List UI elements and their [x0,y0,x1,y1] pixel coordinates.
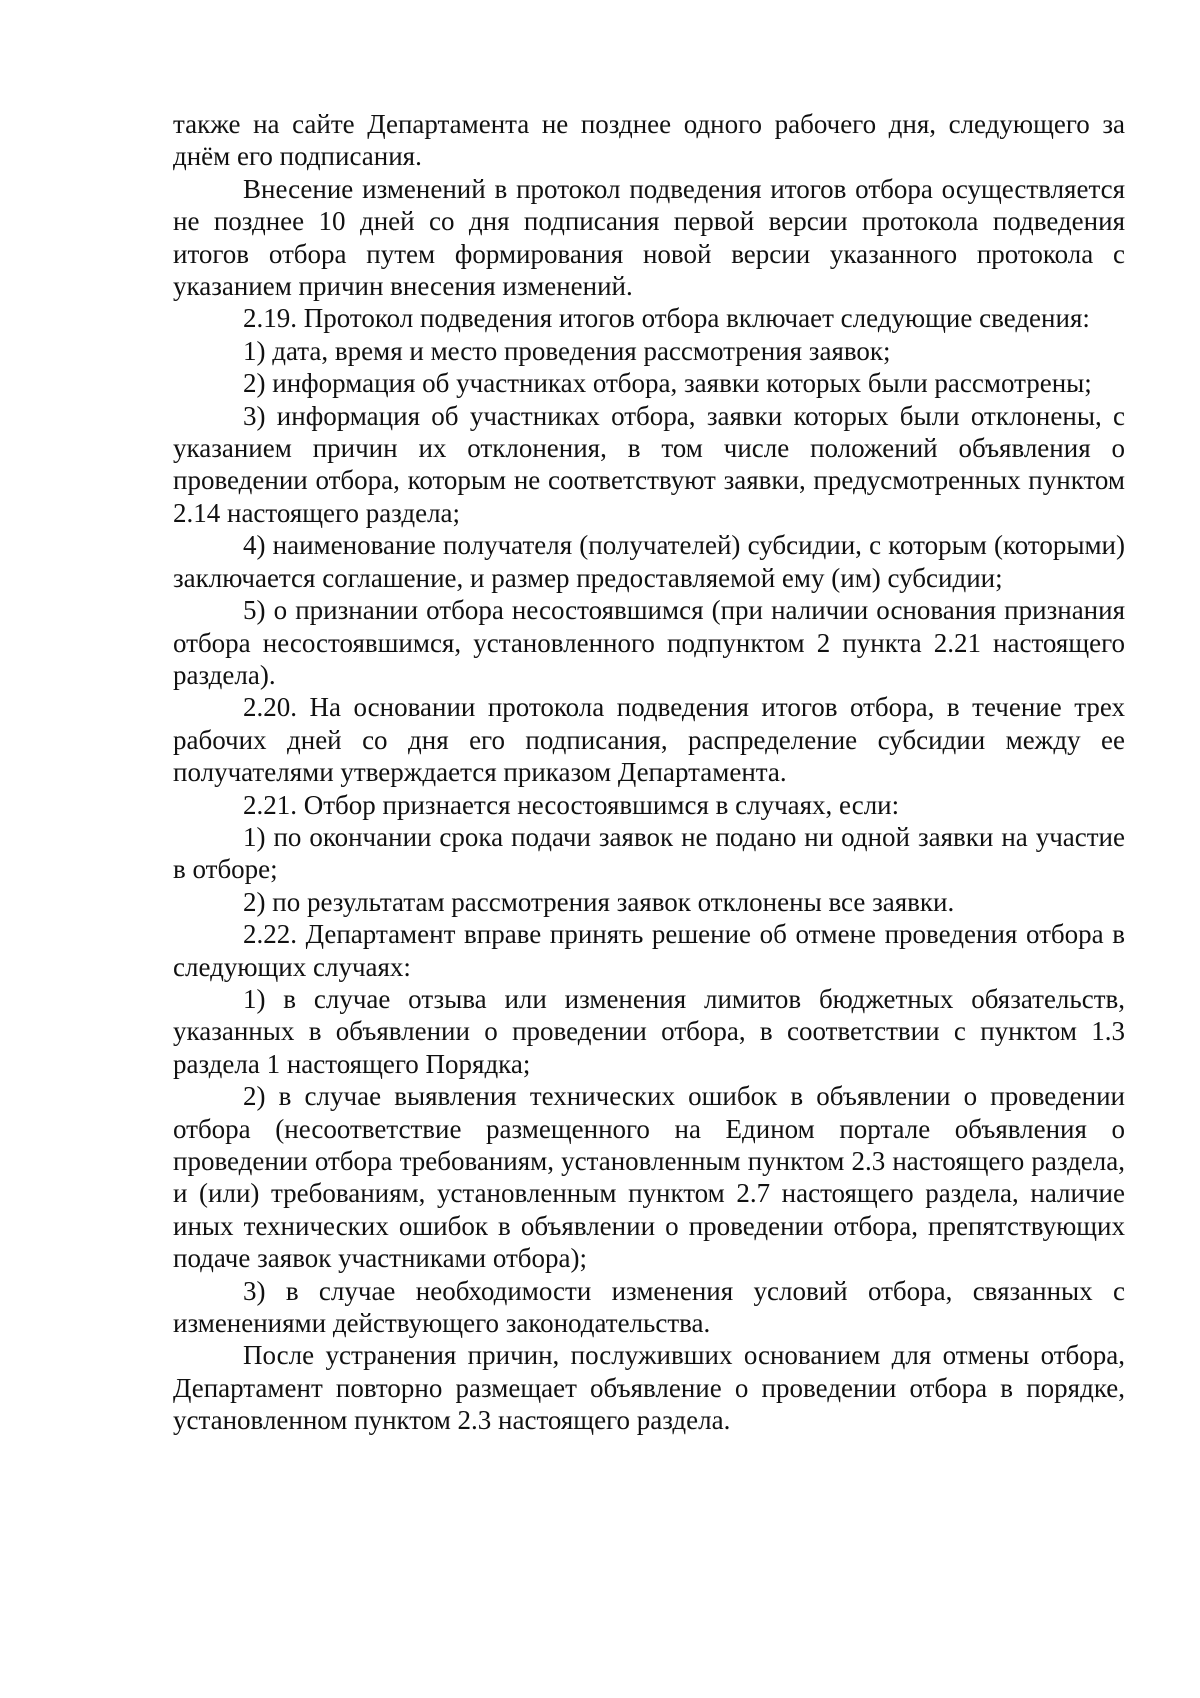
paragraph-after-elimination: После устранения причин, послуживших основанием для отмены отбора, Департамент повторно размещает объявление о проведении отбора в порядке, установленном пунктом 2.3 настоящего раздела. [173,1340,1125,1436]
paragraph-protocol-changes: Внесение изменений в протокол подведения итогов отбора осуществляется не позднее 10 дней со дня подписания первой версии протокола подведения итогов отбора путем формирования новой версии указанного протокола с указанием причин внесения изменений. [173,173,1125,302]
list-item-2-21-2: 2) по результатам рассмотрения заявок отклонены все заявки. [243,886,955,917]
document-page [173,108,1125,1437]
list-item-2-22-3: 3) в случае необходимости изменения условий отбора, связанных с изменениями действующего законодательства. [173,1275,1125,1339]
paragraph-2-20: 2.20. На основании протокола подведения итогов отбора, в течение трех рабочих дней со дня его подписания, распределение субсидии между ее получателями утверждается приказом Департамента. [173,692,1125,788]
list-item-2-19-3: 3) информация об участниках отбора, заявки которых были отклонены, с указанием причин их отклонения, в том числе положений объявления о проведении отбора, которым не соответствуют заявки, предусмотренных пунктом 2.14 настоящего раздела; [173,400,1125,528]
list-item-2-19-2: 2) информация об участниках отбора, заявки которых были рассмотрены; [243,368,1092,399]
paragraph-continuation: также на сайте Департамента не позднее одного рабочего дня, следующего за днём его подписания. [173,109,1125,172]
paragraph-2-22: 2.22. Департамент вправе принять решение об отмене проведения отбора в следующих случаях: [173,919,1125,982]
list-item-2-22-1: 1) в случае отзыва или изменения лимитов бюджетных обязательств, указанных в объявлении о проведении отбора, в соответствии с пунктом 1.3 раздела 1 настоящего Порядка; [173,983,1125,1079]
list-item-2-21-1: 1) по окончании срока подачи заявок не подано ни одной заявки на участие в отборе; [173,821,1125,885]
list-item-2-19-4: 4) наименование получателя (получателей) субсидии, с которым (которыми) заключается соглашение, и размер предоставляемой ему (им) субсидии; [173,530,1125,593]
list-item-2-19-5: 5) о признании отбора несостоявшимся (при наличии основания признания отбора несостоявшимся, установленного подпунктом 2 пункта 2.21 настоящего раздела). [173,595,1125,690]
paragraph-2-21: 2.21. Отбор признается несостоявшимся в случаях, если: [243,789,900,820]
paragraph-2-19: 2.19. Протокол подведения итогов отбора включает следующие сведения: [243,303,1090,334]
list-item-2-22-2: 2) в случае выявления технических ошибок в объявлении о проведении отбора (несоответствие размещенного на Едином портале объявления о проведении отбора требованиям, установленным пунктом 2.3 настоящего раздела, и (или) требованиям, установленным пунктом 2.7 настоящего раздела, наличие иных технических ошибок в объявлении о проведении отбора, препятствующих подаче заявок участниками отбора); [173,1081,1125,1274]
list-item-2-19-1: 1) дата, время и место проведения рассмотрения заявок; [243,335,891,366]
